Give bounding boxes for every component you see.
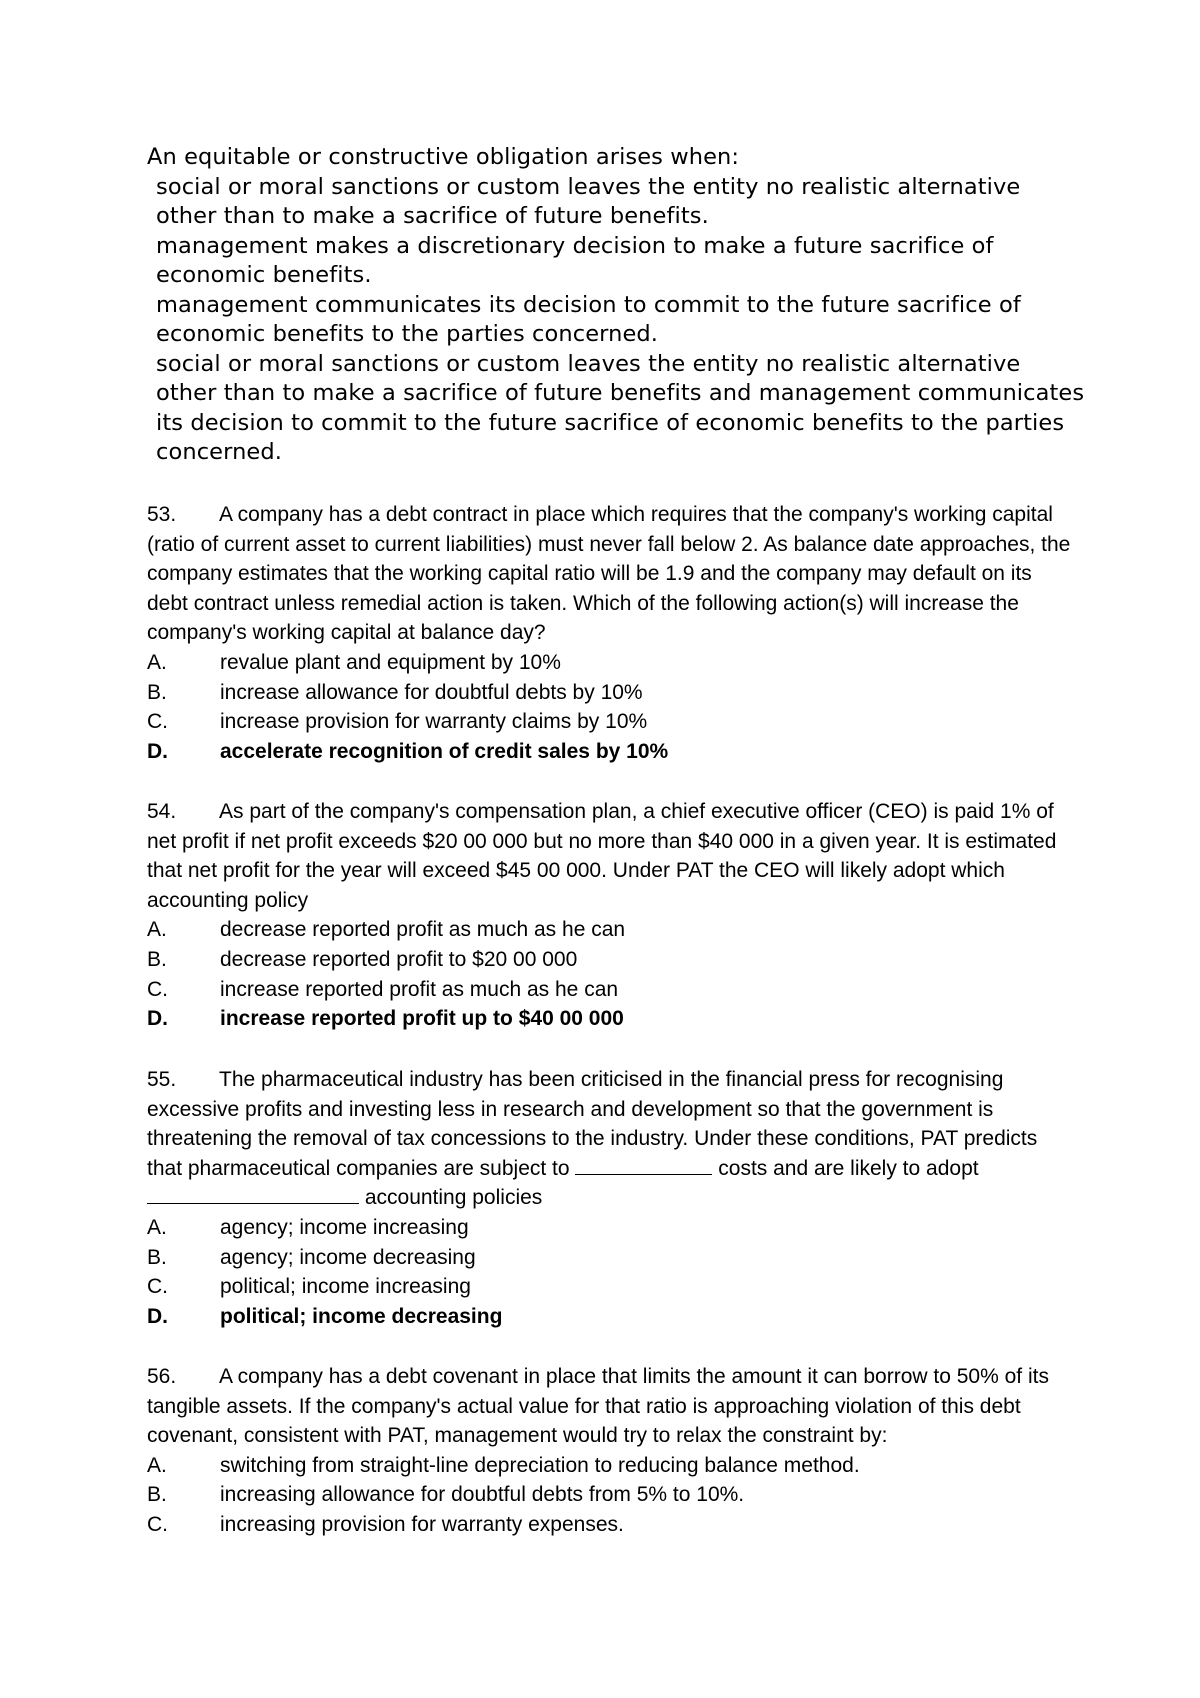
answer-option — [147, 1451, 1077, 1481]
question-text: costs and are likely to adopt — [718, 1156, 979, 1180]
answer-option — [147, 1243, 1077, 1273]
option-text: revalue plant and equipment by 10% — [220, 650, 561, 674]
question-53 — [147, 500, 1077, 766]
option-text: agency; income decreasing — [220, 1245, 476, 1269]
question-text: The pharmaceutical industry has been criticised in the financial press for recognising excessive profits and investing less in research and development so that the government is threatening the removal of tax concessions to the industry. Under these conditions, PAT predicts that pharmaceutical companies are subject to — [147, 1068, 1038, 1180]
option-text: political; income increasing — [220, 1275, 471, 1299]
option-text: increase provision for warranty claims by 10% — [220, 710, 648, 734]
question-56 — [147, 1362, 1077, 1540]
question-number: 55. — [147, 1068, 177, 1091]
option-text: decrease reported profit to $20 00 000 — [220, 947, 578, 971]
intro-option: social or moral sanctions or custom leaves the entity no realistic alternative other than to make a sacrifice of future benefits. — [156, 173, 1021, 229]
option-letter: A. — [147, 1215, 167, 1239]
question-text: A company has a debt covenant in place that limits the amount it can borrow to 50% of its tangible assets. If the company's actual value for that ratio is approaching violation of this debt covenant, consistent with PAT, management would try to relax the constraint by: — [147, 1365, 1049, 1448]
option-text: agency; income increasing — [220, 1215, 469, 1239]
question-stem — [147, 797, 1077, 915]
option-text: increase reported profit as much as he can — [220, 977, 619, 1001]
fill-in-blank — [575, 1156, 712, 1175]
intro-option: social or moral sanctions or custom leaves the entity no realistic alternative other than to make a sacrifice of future benefits and management communicates its decision to commit to the future sacrifice of economic benefits to the parties concerned. — [156, 350, 1085, 465]
answer-option — [147, 945, 1077, 975]
option-letter: D. — [147, 1007, 168, 1031]
option-letter: D. — [147, 739, 168, 763]
option-text: accelerate recognition of credit sales by 10% — [220, 739, 669, 763]
option-letter: B. — [147, 947, 167, 971]
question-55 — [147, 1065, 1077, 1331]
intro-stem: An equitable or constructive obligation arises when: — [147, 144, 740, 170]
answer-option — [147, 1480, 1077, 1510]
question-number: 54. — [147, 800, 177, 823]
question-stem — [147, 500, 1077, 648]
answer-option-correct — [147, 1302, 1077, 1332]
intro-question — [147, 143, 1087, 468]
option-text: decrease reported profit as much as he can — [220, 918, 626, 942]
intro-option: management makes a discretionary decision to make a future sacrifice of economic benefits. — [156, 232, 994, 288]
option-letter: B. — [147, 1245, 167, 1269]
answer-option — [147, 915, 1077, 945]
option-text: increase allowance for doubtful debts by 10% — [220, 680, 643, 704]
question-text: accounting policies — [364, 1186, 543, 1210]
option-letter: B. — [147, 680, 167, 704]
option-letter: C. — [147, 710, 168, 734]
answer-option — [147, 648, 1077, 678]
answer-option — [147, 1510, 1077, 1540]
answer-option — [147, 1213, 1077, 1243]
option-text: increasing provision for warranty expenses. — [220, 1512, 624, 1536]
question-text: As part of the company's compensation plan, a chief executive officer (CEO) is paid 1% of net profit if net profit exceeds $20 00 000 but no more than $40 000 in a given year. It is estimated that net profit for the year will exceed $45 00 000. Under PAT the CEO will likely adopt which accounting policy — [147, 800, 1057, 912]
answer-option — [147, 678, 1077, 708]
option-letter: B. — [147, 1483, 167, 1507]
option-letter: C. — [147, 1512, 168, 1536]
question-text: A company has a debt contract in place which requires that the company's working capital (ratio of current asset to current liabilities) must never fall below 2. As balance date approaches, the company estimates that the working capital ratio will be 1.9 and the company may default on its debt contract unless remedial action is taken. Which of the following action(s) will increase the company's working capital at balance day? — [147, 503, 1071, 645]
option-letter: D. — [147, 1304, 168, 1328]
option-text: switching from straight-line depreciation to reducing balance method. — [220, 1453, 860, 1477]
option-letter: C. — [147, 1275, 168, 1299]
option-letter: A. — [147, 1453, 167, 1477]
answer-option-correct — [147, 737, 1077, 767]
question-stem — [147, 1065, 1077, 1213]
question-number: 56. — [147, 1365, 177, 1388]
intro-option: management communicates its decision to commit to the future sacrifice of economic benefits to the parties concerned. — [156, 291, 1021, 347]
option-text: increase reported profit up to $40 00 000 — [220, 1007, 624, 1031]
fill-in-blank — [147, 1185, 359, 1204]
question-54 — [147, 797, 1077, 1034]
answer-option — [147, 707, 1077, 737]
question-number: 53. — [147, 503, 177, 526]
question-stem — [147, 1362, 1077, 1451]
option-letter: A. — [147, 650, 167, 674]
answer-option — [147, 975, 1077, 1005]
option-text: increasing allowance for doubtful debts from 5% to 10%. — [220, 1483, 745, 1507]
option-letter: C. — [147, 977, 168, 1001]
answer-option-correct — [147, 1004, 1077, 1034]
answer-option — [147, 1272, 1077, 1302]
option-text: political; income decreasing — [220, 1304, 503, 1328]
option-letter: A. — [147, 918, 167, 942]
